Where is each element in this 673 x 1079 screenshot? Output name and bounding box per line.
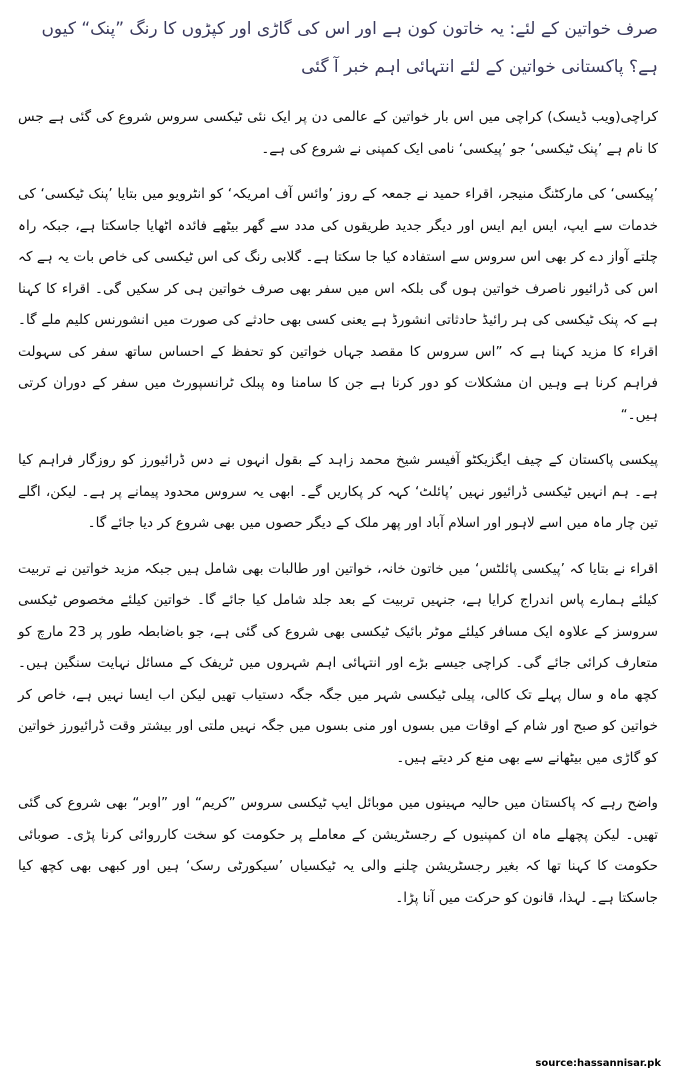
article-paragraph: ’پیکسی‘ کی مارکٹنگ منیجر، اقراء حمید نے جمعہ کے روز ’وائس آف امریکہ‘ کو انٹرویو میں بتایا ’پنک ٹیکسی‘ کی خدمات سے ایپ، ایس ایم ایس اور دیگر جدید طریقوں کی مدد سے گھر بیٹھے فائدہ اٹھایا جاسکتا ہے، جبکہ راہ چلتے آواز دے کر بھی اس سروس سے استفادہ کیا جا سکتا ہے۔ گلابی رنگ کی اس ٹیکسی کی خاص بات یہ ہے کہ اس کی ڈرائیور ناصرف خواتین ہوں گی بلکہ اس میں سفر بھی صرف خواتین ہی کر سکیں گی۔ اقراء کا کہنا ہے کہ پنک ٹیکسی کی ہر رائیڈ حادثاتی انشورڈ ہے یعنی کسی بھی حادثے کی صورت میں انشورنس کلیم ملے گا۔ اقراء کا مزید کہنا ہے کہ ”اس سروس کا مقصد جہاں خواتین کو تحفظ کے احساس ساتھ سفر کی سہولت فراہم کرنا ہے وہیں ان مشکلات کو دور کرنا ہے جن کا سامنا وہ پبلک ٹرانسپورٹ میں سفر کے دوران کرتی ہیں۔“ bbox=[18, 186, 658, 423]
article-headline: صرف خواتین کے لئے: یہ خاتون کون ہے اور اس کی گاڑی اور کپڑوں کا رنگ ”پنک“ کیوں ہے؟ پاکستانی خواتین کے لئے انتہائی اہم خبر آ گئی bbox=[41, 19, 658, 77]
article-paragraph: پیکسی پاکستان کے چیف ایگزیکٹو آفیسر شیخ محمد زاہد کے بقول انہوں نے دس ڈرائیورز کو روزگار فراہم کیا ہے۔ ہم انہیں ٹیکسی ڈرائیور نہیں ’پائلٹ‘ کہہ کر پکاریں گے۔ ابھی یہ سروس محدود پیمانے پر ہے۔ لیکن، اگلے تین چار ماہ میں اسے لاہور اور اسلام آباد اور پھر ملک کے دیگر حصوں میں بھی شروع کر دیا جائے گا۔ bbox=[18, 452, 658, 531]
article-paragraph: اقراء نے بتایا کہ ’پیکسی پائلٹس‘ میں خاتون خانہ، خواتین اور طالبات بھی شامل ہیں جبکہ مزید خواتین نے تربیت کیلئے ہمارے پاس اندراج کرایا ہے، جنہیں تربیت کے بعد جلد شامل کیا جائے گا۔ خواتین کیلئے مخصوص ٹیکسی سروسز کے علاوہ ایک مسافر کیلئے موٹر بائیک ٹیکسی بھی شروع کی گئی ہے، جو باضابطہ طور پر 23 مارچ کو متعارف کرائی جائے گی۔ کراچی جیسے بڑے اور انتہائی اہم شہروں میں ٹریفک کے مسائل نہایت سنگین ہیں۔ کچھ ماہ و سال پہلے تک کالی، پیلی ٹیکسی شہر میں جگہ جگہ دستیاب تھیں لیکن اب ایسا نہیں ہے، خاص کر خواتین کو صبح اور شام کے اوقات میں بسوں اور منی بسوں میں جگہ نہیں ملتی اور بیشتر وقت ڈرائیورز خواتین کو گاڑی میں بیٹھانے سے بھی منع کر دیتے ہیں۔ bbox=[18, 560, 658, 766]
article-paragraph: واضح رہے کہ پاکستان میں حالیہ مہینوں میں موبائل ایپ ٹیکسی سروس ”کریم“ اور ”اوبر“ بھی شروع کی گئی تھیں۔ لیکن پچھلے ماہ ان کمپنیوں کے رجسٹریشن کے معاملے پر حکومت کو سخت کارروائی کرنا پڑی۔ صوبائی حکومت کا کہنا تھا کہ بغیر رجسٹریشن چلنے والی یہ ٹیکسیاں ’سیکورٹی رسک‘ ہیں اور کبھی بھی کچھ کیا جاسکتا ہے۔ لہذا، قانون کو حرکت میں آنا پڑا۔ bbox=[18, 795, 658, 906]
article bbox=[18, 10, 658, 1050]
source-credit: source:hassannisar.pk bbox=[535, 1058, 661, 1069]
article-paragraph: کراچی(ویب ڈیسک) کراچی میں اس بار خواتین کے عالمی دن پر ایک نئی ٹیکسی سروس شروع کی گئی ہے جس کا نام ہے ’پنک ٹیکسی‘ جو ’پیکسی‘ نامی ایک کمپنی نے شروع کی ہے۔ bbox=[18, 109, 658, 157]
